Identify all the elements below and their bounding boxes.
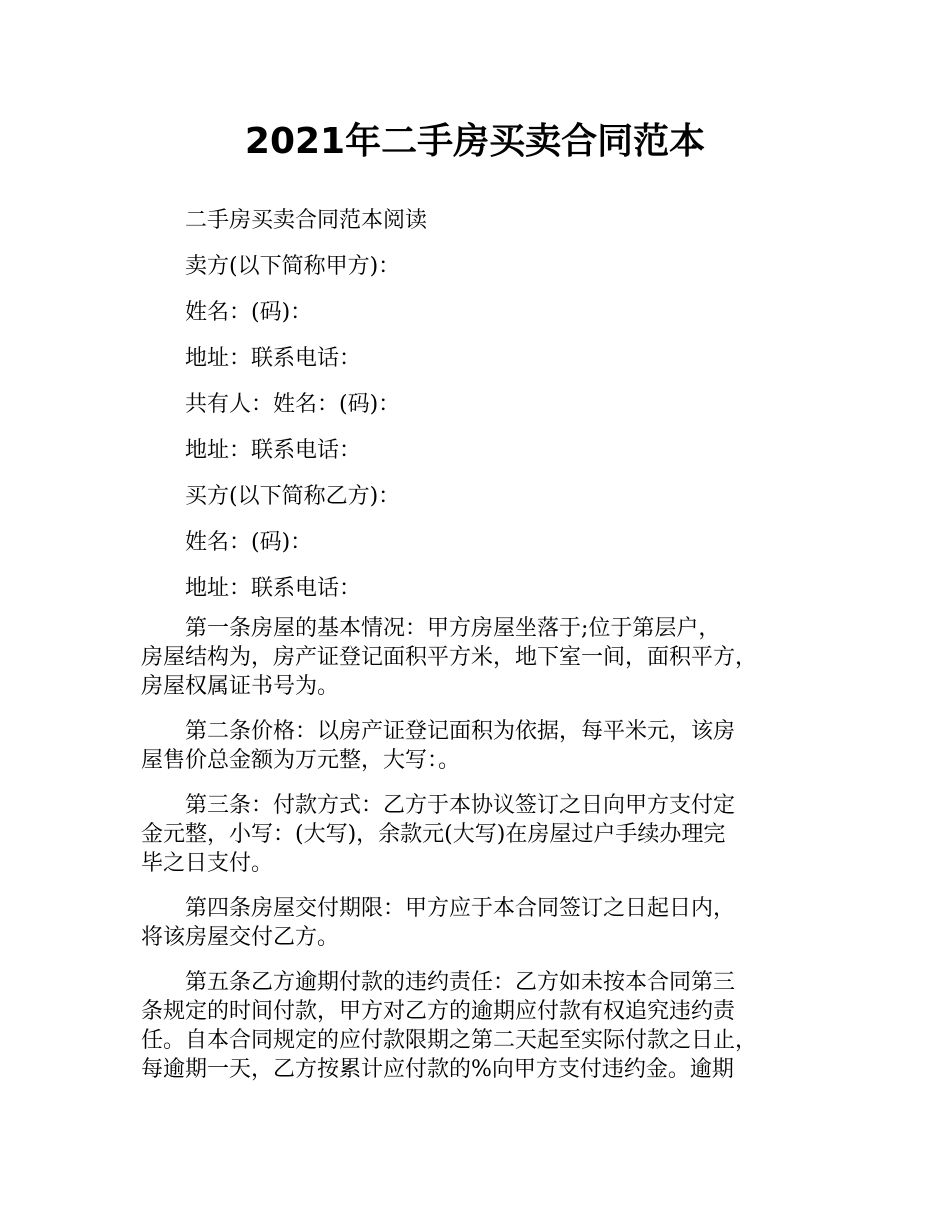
text-line: 地址：联系电话： (185, 576, 362, 601)
text-line: 买方(以下简称乙方)： (185, 484, 401, 509)
clause-paragraph (141, 894, 831, 952)
clause-line: 第三条：付款方式：乙方于本协议签订之日向甲方支付定 (185, 793, 736, 818)
clause-line: 毕之日支付。 (141, 851, 274, 876)
clause-line: 将该房屋交付乙方。 (141, 925, 340, 950)
text-line: 地址：联系电话： (185, 438, 362, 463)
text-line: 卖方(以下简称甲方)： (185, 254, 401, 279)
document-title: 2021年二手房买卖合同范本 (244, 121, 706, 162)
clause-line: 第五条乙方逾期付款的违约责任：乙方如未按本合同第三 (185, 970, 736, 995)
clause-line: 第二条价格：以房产证登记面积为依据，每平米元，该房 (185, 719, 736, 744)
text-line: 姓名：(码)： (185, 300, 313, 325)
clause-line: 屋售价总金额为万元整，大写：。 (141, 748, 461, 773)
clause-paragraph (141, 791, 831, 878)
text-line: 姓名：(码)： (185, 530, 313, 555)
clause-line: 任。自本合同规定的应付款限期之第二天起至实际付款之日止， (141, 1028, 758, 1053)
clause-line: 第一条房屋的基本情况：甲方房屋坐落于;位于第层户， (185, 616, 721, 641)
clause-line: 第四条房屋交付期限：甲方应于本合同签订之日起日内， (185, 896, 736, 921)
clause-line: 房屋权属证书号为。 (141, 674, 340, 699)
clause-line: 房屋结构为，房产证登记面积平方米，地下室一间，面积平方， (141, 645, 758, 670)
text-line: 二手房买卖合同范本阅读 (185, 208, 428, 233)
clause-paragraph (141, 614, 831, 701)
text-line: 地址：联系电话： (185, 346, 362, 371)
text-line: 共有人：姓名：(码)： (185, 392, 401, 417)
clause-line: 金元整，小写：(大写)，余款元(大写)在房屋过户手续办理完 (141, 822, 726, 847)
clause-line: 每逾期一天，乙方按累计应付款的%向甲方支付违约金。逾期 (141, 1057, 734, 1082)
clause-line: 条规定的时间付款，甲方对乙方的逾期应付款有权追究违约责 (141, 999, 736, 1024)
document-body (141, 198, 831, 1084)
clause-paragraph (141, 717, 831, 775)
clause-paragraph (141, 968, 831, 1084)
